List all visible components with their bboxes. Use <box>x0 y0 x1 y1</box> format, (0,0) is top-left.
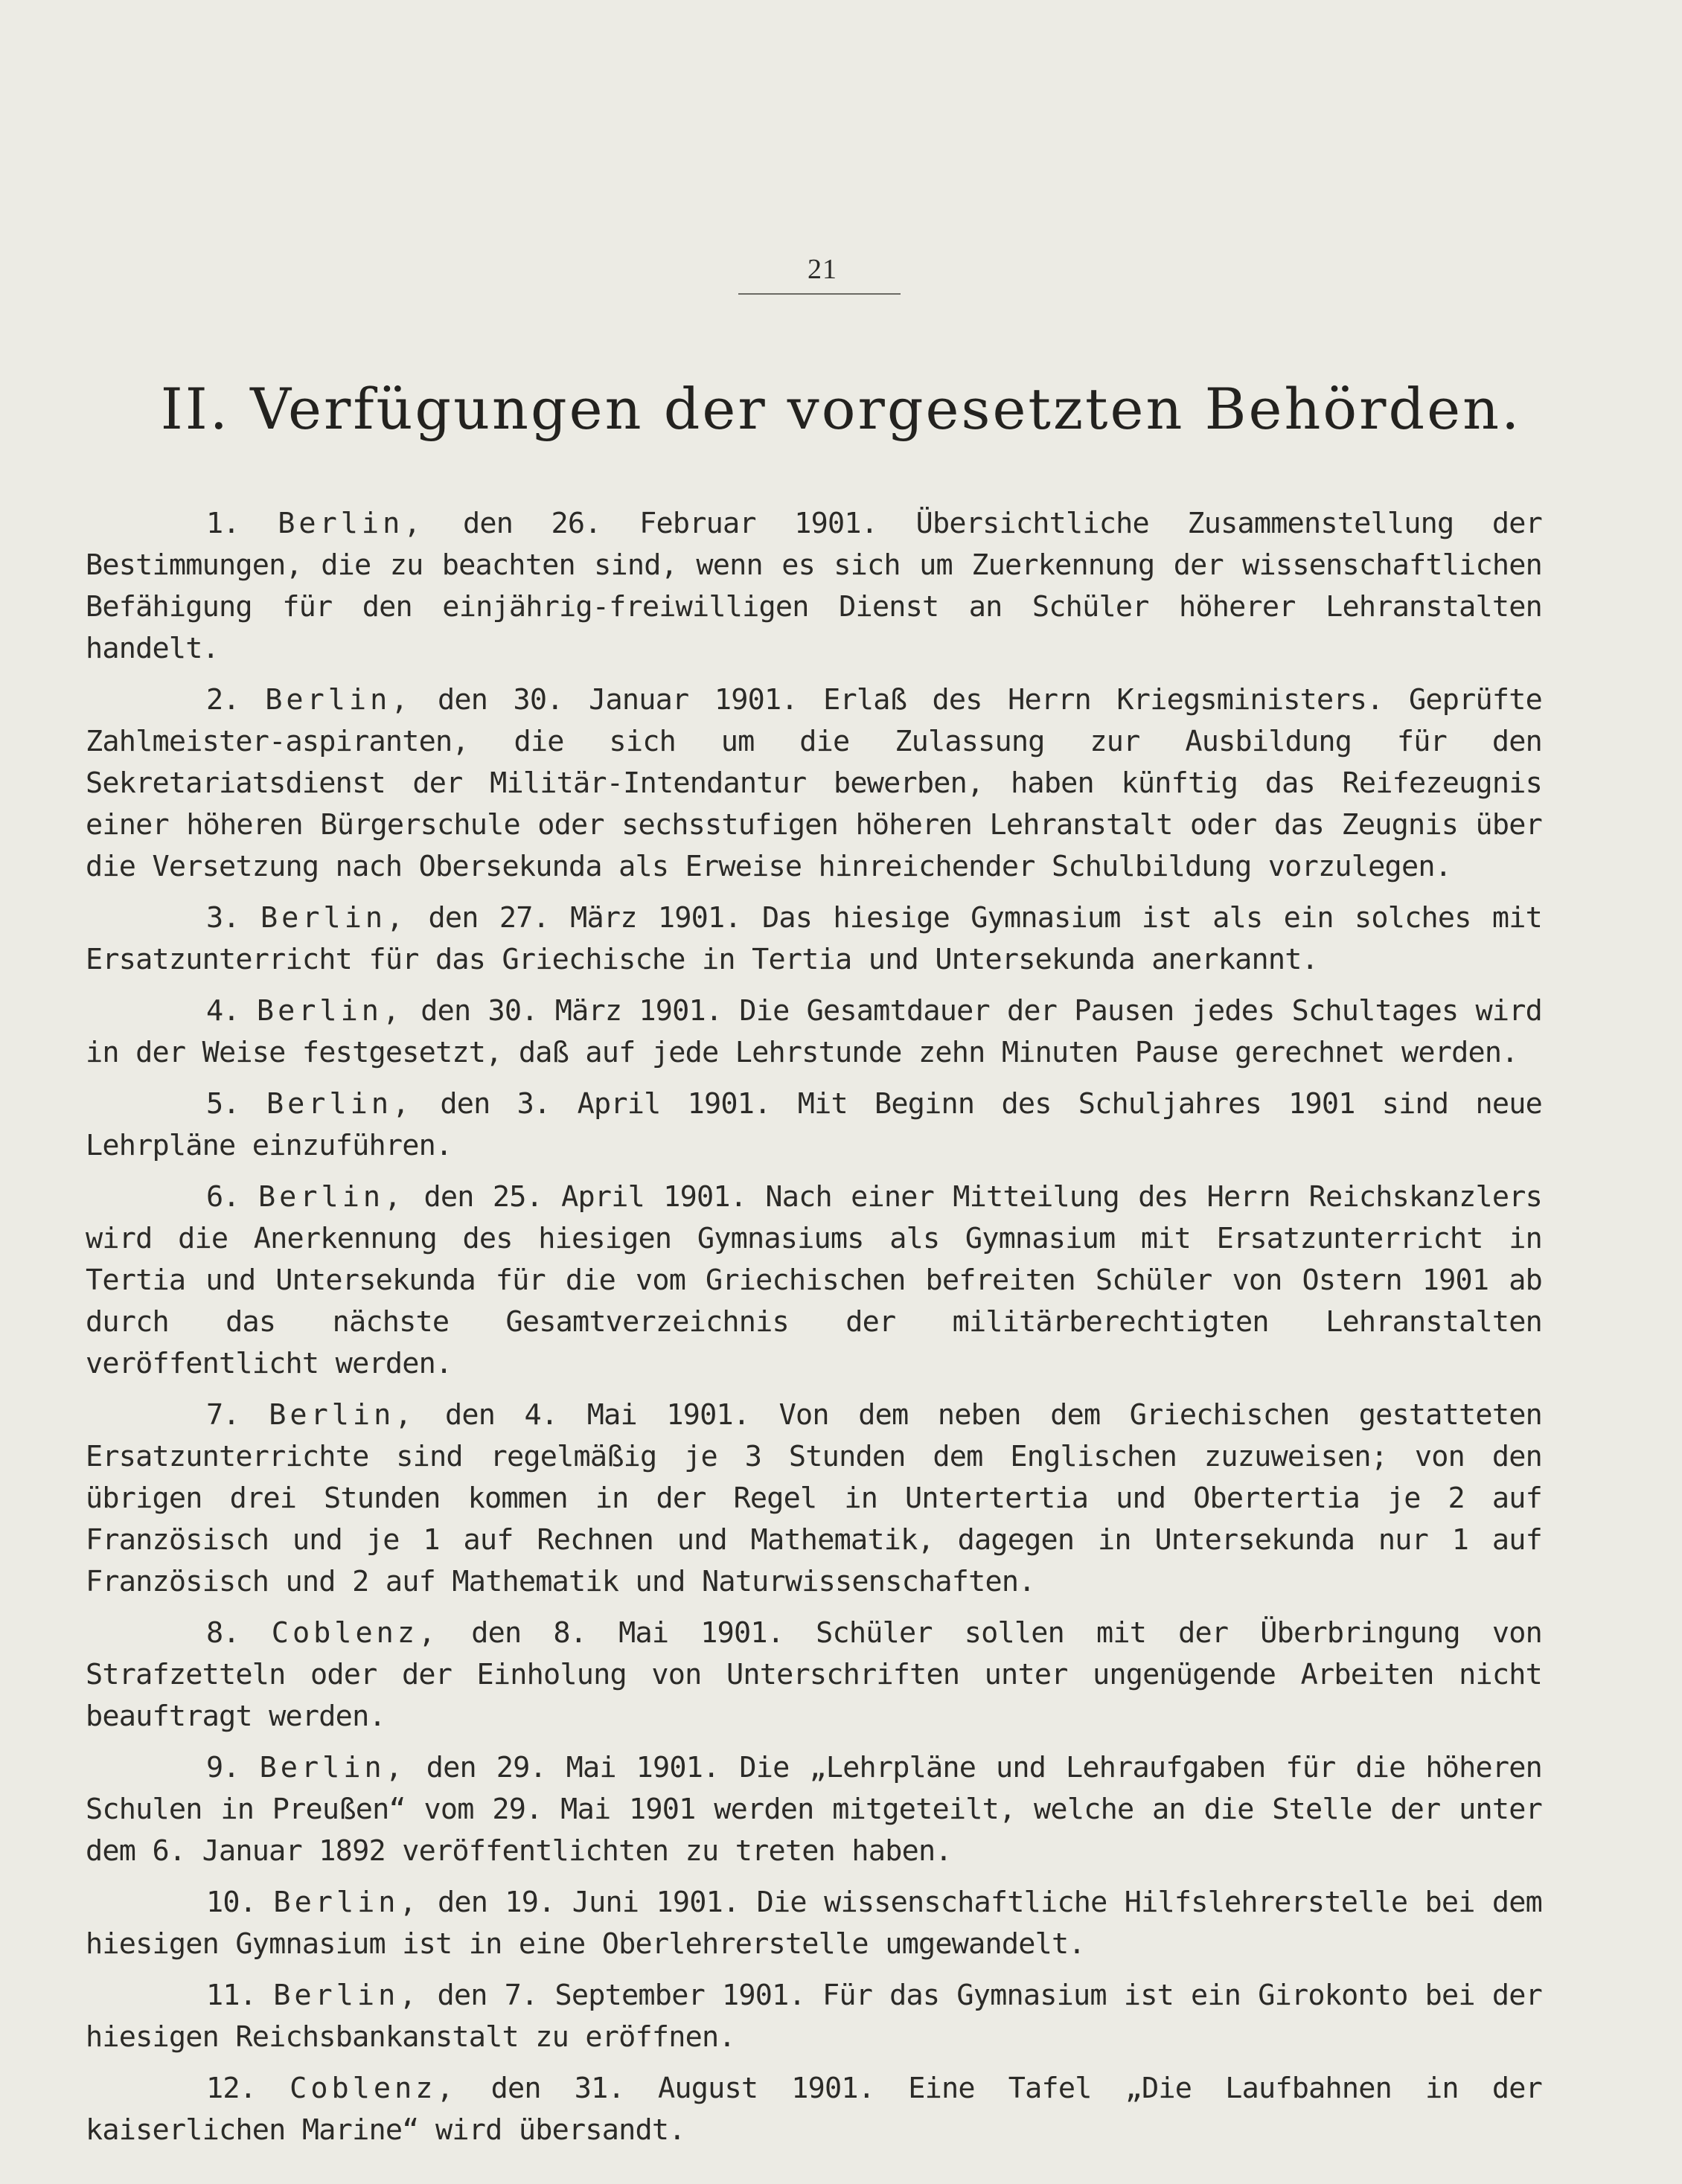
decree-list <box>86 503 1542 2161</box>
decree-entry-5 <box>86 1083 1542 1167</box>
entry-place: Berlin, <box>256 994 404 1028</box>
decree-entry-3 <box>86 897 1542 981</box>
entry-place: Berlin, <box>273 1886 420 1919</box>
entry-place: Berlin, <box>266 1087 414 1121</box>
decree-entry-10 <box>86 1882 1542 1965</box>
section-heading: II. Verfügungen der vorgesetzten Behörden. <box>160 376 1522 442</box>
entry-date: den 25. April 1901. <box>423 1180 747 1214</box>
entry-number: 3. <box>206 901 240 935</box>
entry-date: den 30. Januar 1901. <box>437 683 798 717</box>
entry-place: Berlin, <box>269 1398 416 1432</box>
decree-entry-8 <box>86 1613 1542 1738</box>
entry-number: 12. <box>206 2072 257 2105</box>
page-number: 21 <box>808 254 837 285</box>
entry-number: 1. <box>206 507 240 540</box>
entry-number: 11. <box>206 1979 257 2012</box>
entry-number: 6. <box>206 1180 240 1214</box>
entry-place: Coblenz, <box>290 2072 458 2105</box>
entry-text: Das hiesige Gymnasium ist als ein solches mit Ersatzunterricht für das Griechische in Tertia und Untersekunda anerkannt. <box>86 901 1542 976</box>
entry-date: den 26. Februar 1901. <box>462 507 878 540</box>
page-number-rule <box>738 293 901 295</box>
entry-text: Schüler sollen mit der Überbringung von Strafzetteln oder der Einholung von Unterschriften unter ungenügende Arbeiten nicht beauftragt werden. <box>86 1616 1542 1733</box>
decree-entry-2 <box>86 679 1542 888</box>
entry-text: Übersichtliche Zusammenstellung der Bestimmungen, die zu beachten sind, wenn es sich um Zuerkennung der wissenschaftlichen Befähigung für den einjährig-freiwilligen Dienst an Schüler höherer Lehranstalten handelt. <box>86 507 1542 665</box>
entry-date: den 19. Juni 1901. <box>437 1886 740 1919</box>
entry-text: Nach einer Mitteilung des Herrn Reichskanzlers wird die Anerkennung des hiesigen Gymnasiums als Gymnasium mit Ersatzunterricht in Tertia und Untersekunda für die vom Griechischen befreiten Schüler von Ostern 1901 ab durch das nächste Gesamtverzeichnis der militärberechtigten Lehranstalten veröffentlicht werden. <box>86 1180 1542 1380</box>
entry-place: Berlin, <box>265 683 412 717</box>
entry-number: 9. <box>206 1751 240 1784</box>
entry-date: den 3. April 1901. <box>440 1087 771 1121</box>
entry-number: 2. <box>206 683 240 717</box>
entry-text: Eine Tafel „Die Laufbahnen in der kaiserlichen Marine“ wird übersandt. <box>86 2072 1542 2147</box>
decree-entry-4 <box>86 990 1542 1074</box>
decree-entry-1 <box>86 503 1542 670</box>
entry-place: Coblenz, <box>271 1616 440 1650</box>
decree-entry-11 <box>86 1975 1542 2058</box>
entry-date: den 8. Mai 1901. <box>471 1616 784 1650</box>
entry-place: Berlin, <box>260 901 408 935</box>
entry-place: Berlin, <box>258 1180 406 1214</box>
decree-entry-6 <box>86 1176 1542 1385</box>
entry-text: Für das Gymnasium ist ein Girokonto bei der hiesigen Reichsbankanstalt zu eröffnen. <box>86 1979 1542 2054</box>
entry-text: Die Gesamtdauer der Pausen jedes Schultages wird in der Weise festgesetzt, daß auf jede Lehrstunde zehn Minuten Pause gerechnet werden. <box>86 994 1542 1069</box>
entry-place: Berlin, <box>259 1751 406 1784</box>
entry-date: den 7. September 1901. <box>437 1979 805 2012</box>
decree-entry-9 <box>86 1747 1542 1872</box>
entry-date: den 31. August 1901. <box>490 2072 875 2105</box>
decree-entry-12 <box>86 2068 1542 2151</box>
entry-text: Die wissenschaftliche Hilfslehrerstelle bei dem hiesigen Gymnasium ist in eine Oberlehrerstelle umgewandelt. <box>86 1886 1542 1961</box>
entry-text: Von dem neben dem Griechischen gestatteten Ersatzunterrichte sind regelmäßig je 3 Stunden dem Englischen zuzuweisen; von den übrigen drei Stunden kommen in der Regel in Untertertia und Obertertia je 2 auf Französisch und je 1 auf Rechnen und Mathematik, dagegen in Untersekunda nur 1 auf Französisch und 2 auf Mathematik und Naturwissenschaften. <box>86 1398 1542 1598</box>
entry-number: 8. <box>206 1616 240 1650</box>
entry-date: den 4. Mai 1901. <box>444 1398 750 1432</box>
decree-entry-7 <box>86 1394 1542 1603</box>
entry-place: Berlin, <box>278 507 425 540</box>
entry-number: 7. <box>206 1398 240 1432</box>
entry-number: 5. <box>206 1087 240 1121</box>
entry-place: Berlin, <box>273 1979 420 2012</box>
entry-number: 10. <box>206 1886 257 1919</box>
entry-text: Mit Beginn des Schuljahres 1901 sind neue Lehrpläne einzuführen. <box>86 1087 1542 1162</box>
entry-date: den 30. März 1901. <box>420 994 723 1028</box>
entry-text: Erlaß des Herrn Kriegsministers. Geprüfte Zahlmeister-aspiranten, die sich um die Zulassung zur Ausbildung für den Sekretariatsdienst der Militär-Intendantur bewerben, haben künftig das Reifezeugnis einer höheren Bürgerschule oder sechsstufigen höheren Lehranstalt oder das Zeugnis über die Versetzung nach Obersekunda als Erweise hinreichender Schulbildung vorzulegen. <box>86 683 1542 883</box>
entry-date: den 29. Mai 1901. <box>426 1751 720 1784</box>
entry-date: den 27. März 1901. <box>428 901 741 935</box>
entry-number: 4. <box>206 994 240 1028</box>
entry-text: Die „Lehrpläne und Lehraufgaben für die höheren Schulen in Preußen“ vom 29. Mai 1901 werden mitgeteilt, welche an die Stelle der unter dem 6. Januar 1892 veröffentlichten zu treten haben. <box>86 1751 1542 1868</box>
